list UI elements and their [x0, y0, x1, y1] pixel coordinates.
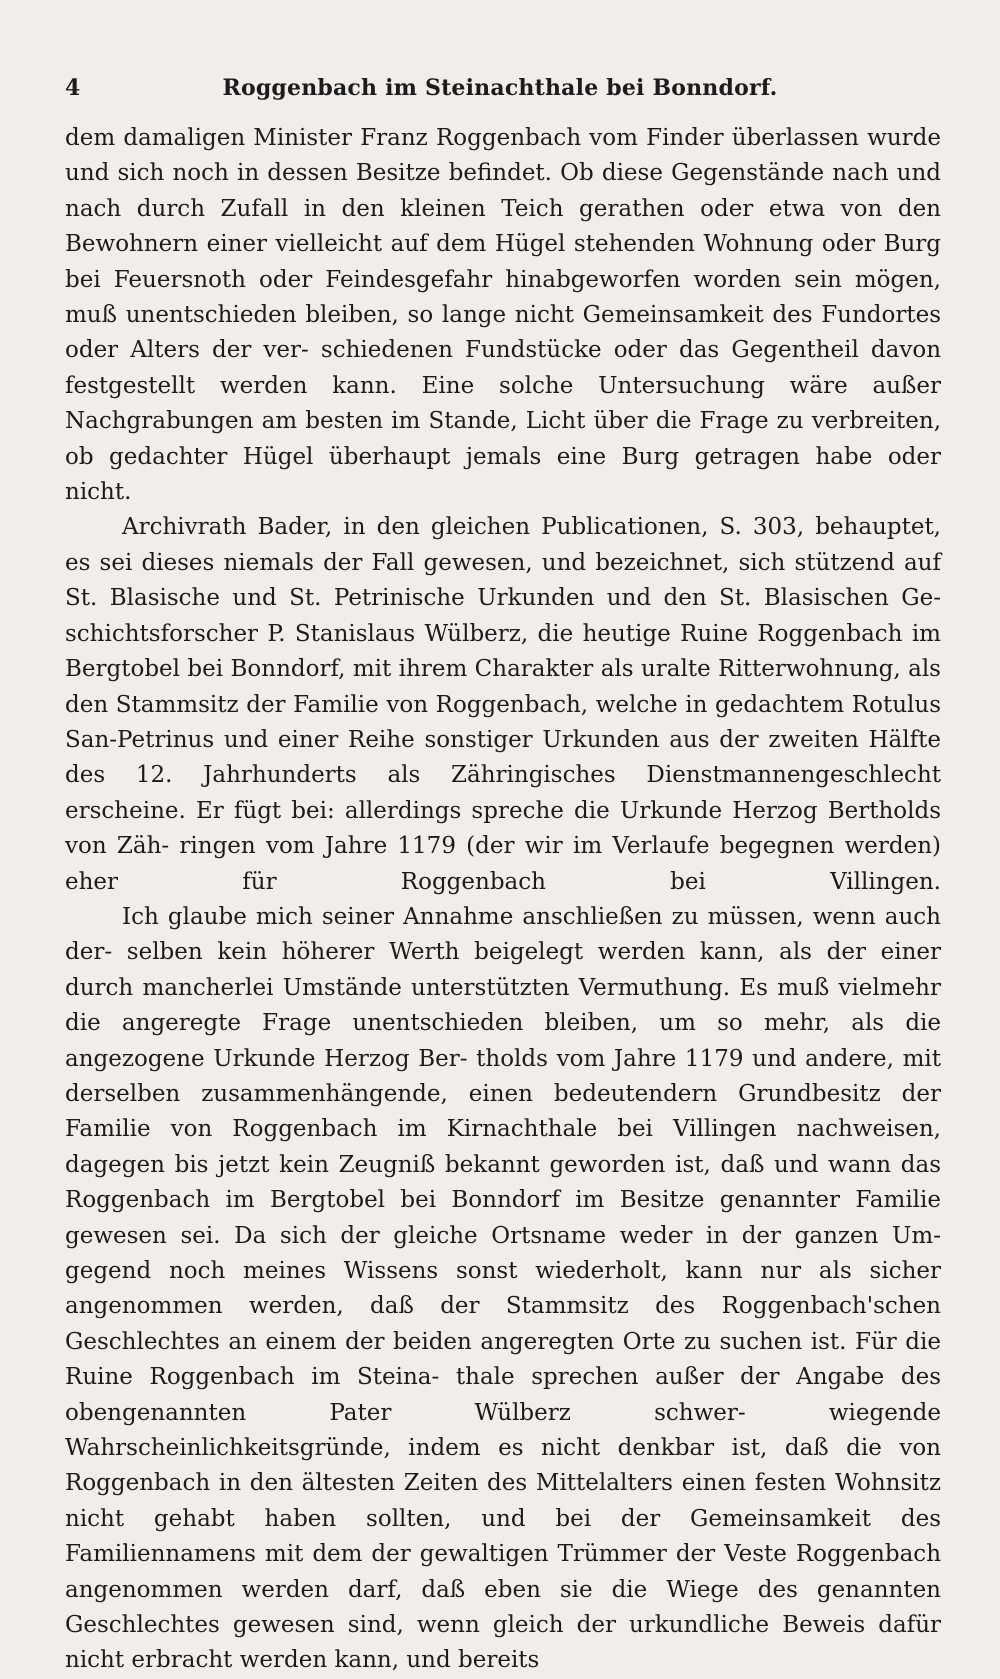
text-line: dem der gewaltigen Trümmer der Veste Roggenbach angenommen werden	[65, 1541, 942, 1603]
text-line: beiden angeregten Orte zu suchen ist. Für die Ruine Roggenbach im Steina-	[65, 1328, 941, 1391]
text-line: Roggenbach in den ältesten Zeiten des Mittelalters einen festen Wohnsitz nicht	[65, 1470, 941, 1532]
text-line: den Stammsitz der Familie von Roggenbach, welche in gedachtem Rotulus	[65, 691, 941, 718]
text-line: wiegende Wahrscheinlichkeitsgründe, indem es nicht denkbar ist, daß die von	[65, 1399, 941, 1462]
text-line: bedeutendern Grundbesitz der Familie von Roggenbach im Kirnachthale bei	[65, 1080, 941, 1143]
text-line: Archivrath Bader, in den gleichen Publicationen, S. 303, behauptet,	[122, 514, 941, 541]
page-number: 4	[65, 75, 81, 101]
paragraph	[65, 510, 941, 899]
text-line: es sei dieses niemals der Fall gewesen, und bezeichnet, sich stützend auf	[65, 549, 941, 576]
text-line: Er fügt bei: allerdings spreche die Urkunde Herzog Bertholds von Zäh-	[65, 797, 941, 860]
text-line: schiedenen Fundstücke oder das Gegentheil davon festgestellt werden kann.	[65, 337, 942, 399]
text-line: dem damaligen Minister Franz Roggenbach vom Finder überlassen wurde	[65, 125, 941, 151]
text-line: Ich glaube mich seiner Annahme anschließen zu müssen, wenn auch der-	[65, 903, 941, 966]
text-line: darf, daß eben sie die Wiege des genannten Geschlechtes gewesen sind, wenn	[65, 1576, 941, 1639]
text-line: ringen vom Jahre 1179 (der wir im Verlaufe begegnen werden) eher für	[65, 833, 941, 895]
text-line: Licht über die Frage zu verbreiten, ob gedachter Hügel überhaupt jemals	[65, 408, 942, 470]
body-text	[65, 121, 941, 1679]
text-line: Roggenbach bei Villingen.	[400, 868, 941, 895]
text-line: thale sprechen außer der Angabe des obengenannten Pater Wülberz schwer-	[65, 1364, 942, 1426]
text-line: unentschieden bleiben, um so mehr, als die angezogene Urkunde Herzog Ber-	[65, 1010, 942, 1072]
text-line: Villingen nachweisen, dagegen bis jetzt kein Zeugniß bekannt geworden ist, daß	[65, 1116, 941, 1178]
text-line: eine Burg getragen habe oder nicht.	[65, 443, 942, 506]
text-line: tholds vom Jahre 1179 und andere, mit derselben zusammenhängende, einen	[65, 1045, 941, 1107]
text-line: bleiben, so lange nicht Gemeinsamkeit des Fundortes oder Alters der ver-	[65, 302, 942, 364]
text-line: Familie gewesen sei. Da sich der gleiche Ortsname weder in der ganzen Um-	[65, 1187, 942, 1249]
text-line: oder Feindesgefahr hinabgeworfen worden sein mögen, muß unentschieden	[65, 266, 941, 329]
text-line: des 12. Jahrhunderts als Zähringisches Dienstmannengeschlecht erscheine.	[65, 762, 941, 824]
paragraph	[65, 121, 941, 510]
text-line: gleich der urkundliche Beweis dafür nicht erbracht werden kann, und bereits	[65, 1612, 941, 1674]
text-line: schichtsforscher P. Stanislaus Wülberz, die heutige Ruine Roggenbach im	[65, 620, 941, 647]
text-line: gegend noch meines Wissens sonst wiederholt, kann nur als sicher angenommen	[65, 1258, 941, 1320]
paragraph	[65, 900, 941, 1679]
text-line: Umstände unterstützten Vermuthung. Es muß vielmehr die angeregte Frage	[65, 974, 941, 1037]
text-line: und sich noch in dessen Besitze befindet. Ob diese Gegenstände nach und nach	[65, 160, 941, 222]
running-title: Roggenbach im Steinachthale bei Bonndorf.	[222, 75, 778, 101]
text-line: einer vielleicht auf dem Hügel stehenden Wohnung oder Burg bei Feuersnoth	[65, 231, 942, 293]
text-line: St. Blasische und St. Petrinische Urkunden und den St. Blasischen Ge-	[65, 585, 941, 612]
text-line: selben kein höherer Werth beigelegt werden kann, als der einer durch mancherlei	[65, 939, 942, 1001]
text-line: Eine solche Untersuchung wäre außer Nachgrabungen am besten im Stande,	[65, 372, 942, 435]
text-line: durch Zufall in den kleinen Teich gerathen oder etwa von den Bewohnern	[65, 195, 941, 258]
text-line: Bergtobel bei Bonndorf, mit ihrem Charakter als uralte Ritterwohnung, als	[65, 656, 941, 683]
page-header	[65, 70, 935, 106]
text-line: gehabt haben sollten, und bei der Gemeinsamkeit des Familiennamens mit	[65, 1505, 941, 1568]
text-line: und wann das Roggenbach im Bergtobel bei Bonndorf im Besitze genannter	[65, 1151, 942, 1214]
text-line: werden, daß der Stammsitz des Roggenbach'schen Geschlechtes an einem der	[65, 1293, 941, 1355]
text-line: San-Petrinus und einer Reihe sonstiger Urkunden aus der zweiten Hälfte	[65, 726, 941, 753]
